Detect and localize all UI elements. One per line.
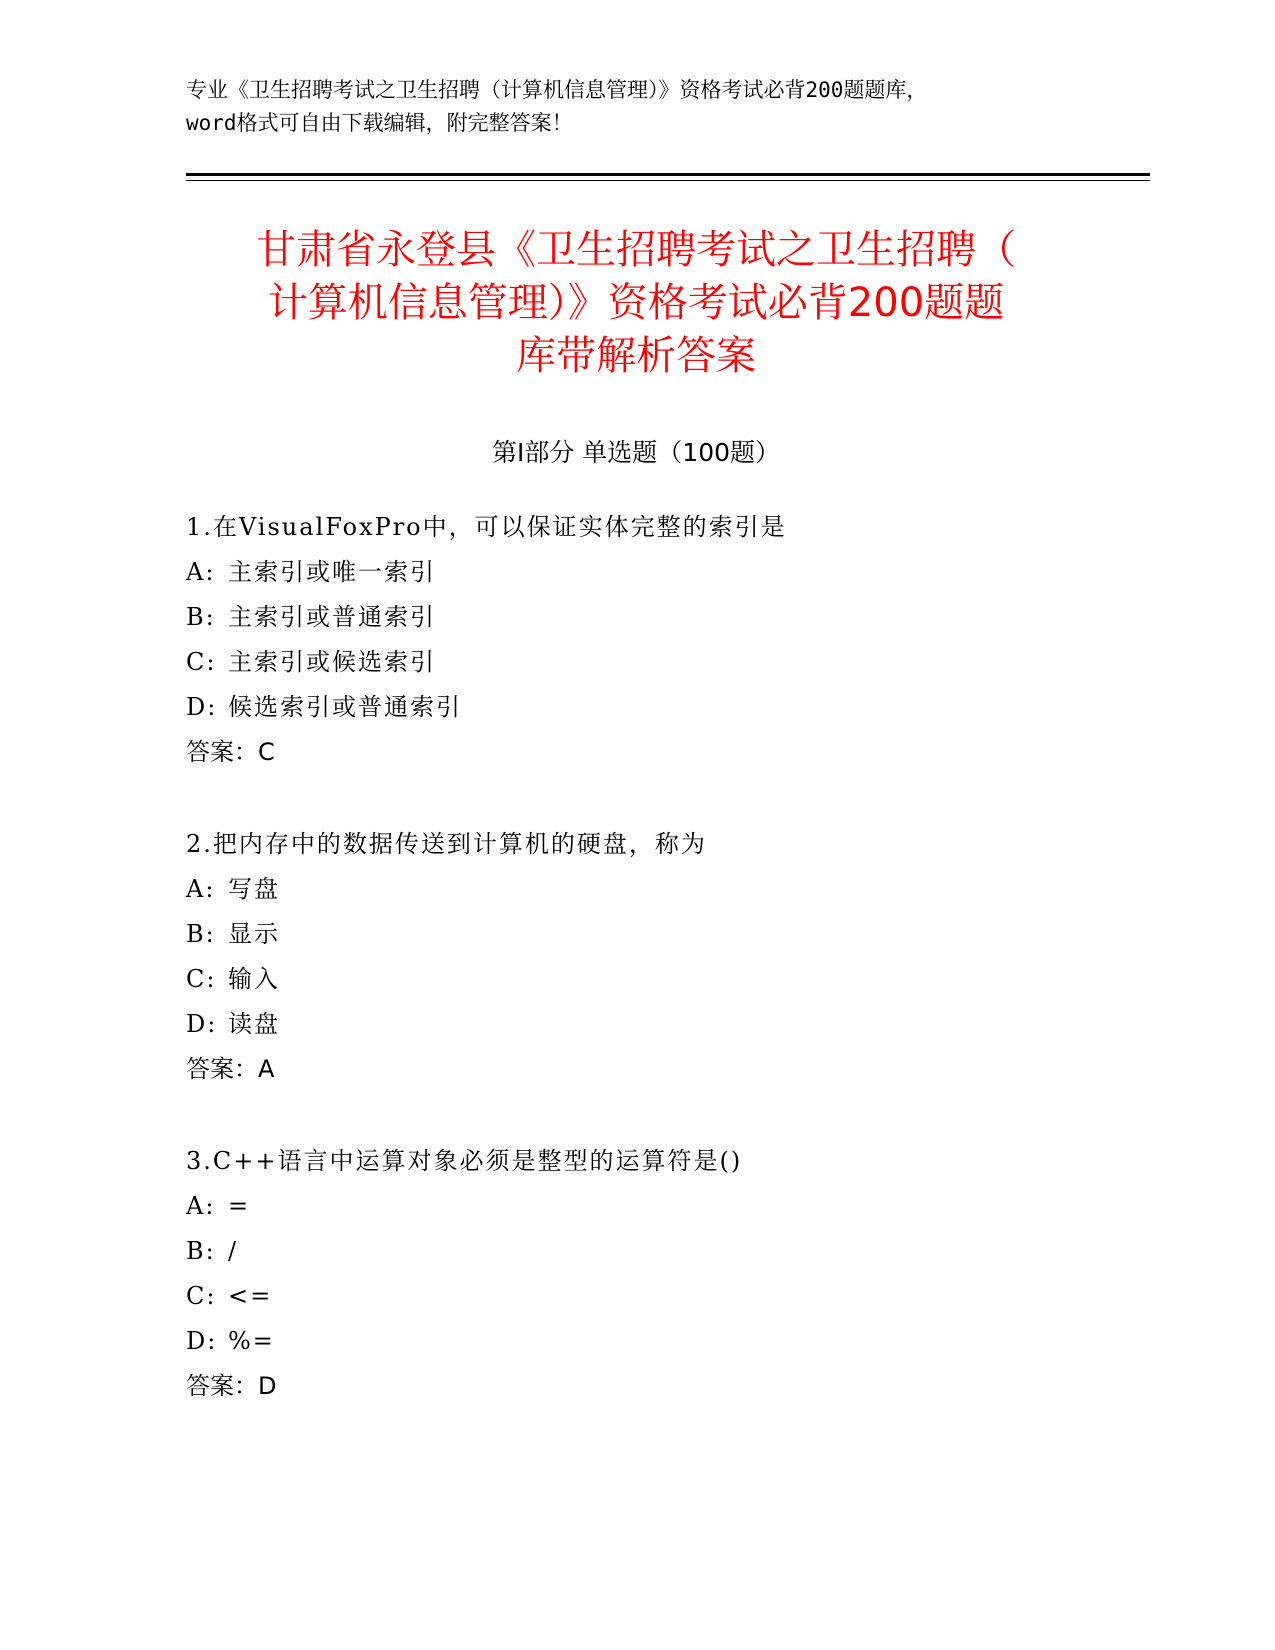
- question-option-d: [186, 1002, 1086, 1047]
- option-text: 输入: [228, 965, 280, 993]
- option-label: C:: [186, 965, 217, 993]
- option-text: 主索引或唯一索引: [228, 558, 436, 586]
- question-option-a: [186, 550, 1086, 595]
- question-option-b: [186, 1229, 1086, 1274]
- question-option-b: [186, 912, 1086, 957]
- option-label: A:: [186, 875, 216, 903]
- question-answer: 答案：C: [186, 738, 275, 766]
- question-3: [186, 1139, 1086, 1409]
- document-title-line-2: 计算机信息管理）》资格考试必背200题题: [267, 280, 1005, 326]
- question-stem: 1.在VisualFoxPro中，可以保证实体完整的索引是: [186, 513, 787, 541]
- header-note-line-1: 专业《卫生招聘考试之卫生招聘（计算机信息管理）》资格考试必背200题题库，: [186, 78, 928, 102]
- question-option-c: [186, 957, 1086, 1002]
- question-option-a: [186, 867, 1086, 912]
- question-option-a: [186, 1184, 1086, 1229]
- option-text: %=: [228, 1327, 275, 1355]
- header-note-line-2: word格式可自由下载编辑，附完整答案！: [186, 111, 573, 135]
- question-2: [186, 822, 1086, 1092]
- option-text: 写盘: [228, 875, 280, 903]
- header-divider-thin: [186, 180, 1150, 181]
- question-stem: 2.把内存中的数据传送到计算机的硬盘，称为: [186, 830, 707, 858]
- option-label: D:: [186, 693, 218, 721]
- option-text: 主索引或普通索引: [228, 603, 436, 631]
- question-stem: 3.C++语言中运算对象必须是整型的运算符是(): [186, 1147, 743, 1175]
- option-text: 读盘: [228, 1010, 280, 1038]
- document-title: [186, 224, 1086, 383]
- option-label: D:: [186, 1327, 218, 1355]
- option-text: 显示: [228, 920, 280, 948]
- option-label: A:: [186, 558, 216, 586]
- option-label: D:: [186, 1010, 218, 1038]
- question-option-c: [186, 640, 1086, 685]
- option-label: B:: [186, 1237, 216, 1265]
- question-option-d: [186, 685, 1086, 730]
- question-answer: 答案：A: [186, 1055, 275, 1083]
- question-option-d: [186, 1319, 1086, 1364]
- document-title-line-1: 甘肃省永登县《卫生招聘考试之卫生招聘（: [256, 227, 1016, 273]
- option-label: C:: [186, 648, 217, 676]
- question-option-c: [186, 1274, 1086, 1319]
- option-label: B:: [186, 920, 216, 948]
- option-text: <=: [228, 1282, 273, 1310]
- header-divider-thick: [186, 173, 1150, 176]
- option-label: A:: [186, 1192, 216, 1220]
- question-answer: 答案：D: [186, 1372, 277, 1400]
- question-option-b: [186, 595, 1086, 640]
- option-text: =: [228, 1192, 251, 1220]
- section-title: 第Ⅰ部分 单选题（100题）: [491, 438, 781, 467]
- option-text: 候选索引或普通索引: [228, 693, 462, 721]
- option-text: 主索引或候选索引: [228, 648, 436, 676]
- option-label: B:: [186, 603, 216, 631]
- header-note: [186, 74, 1086, 140]
- question-1: [186, 505, 1086, 775]
- document-title-line-3: 库带解析答案: [516, 333, 756, 379]
- option-text: /: [228, 1237, 239, 1265]
- option-label: C:: [186, 1282, 217, 1310]
